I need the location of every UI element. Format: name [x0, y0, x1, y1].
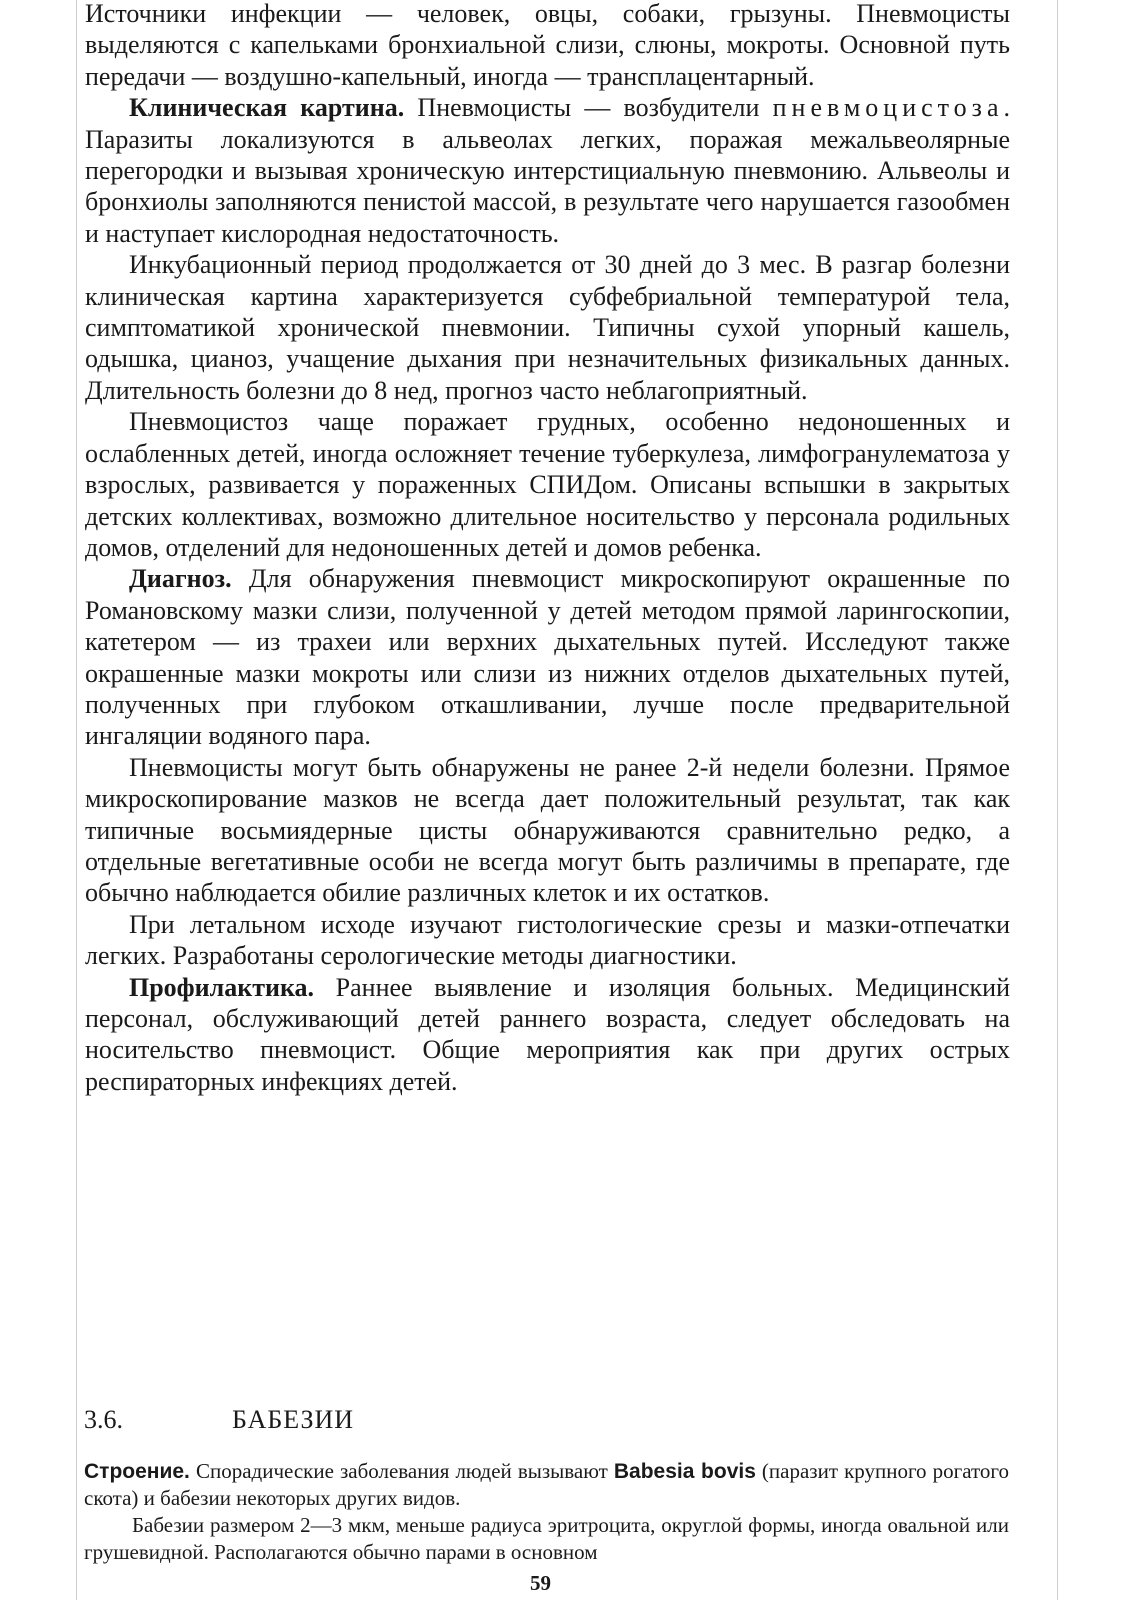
heading-diagnosis: Диагноз.	[129, 564, 232, 594]
paragraph-text: При летальном исходе изучают гистологические срезы и мазки-отпечатки легких. Разработаны серологические методы диагностики.	[85, 909, 1010, 971]
paragraph-text: . Паразиты локализуются в альвеолах легких, поражая межальвеолярные перегородки и вызывая хроническую интерстициальную пневмонию. Альвеолы и бронхиолы заполняются пенистой массой, в результате чего нарушается газообмен и наступает кислородная недостаточность.	[85, 93, 1010, 248]
section-heading	[84, 1400, 1009, 1440]
paragraph-text: Бабезии размером 2—3 мкм, меньше радиуса эритроцита, округлой формы, иногда овальной или грушевидной. Располагаются обычно парами в основном	[84, 1513, 1009, 1564]
paragraph-incubation	[85, 249, 1010, 406]
paragraph-text: (паразит крупного рогатого скота) и бабезии некоторых других видов.	[84, 1459, 1009, 1510]
paragraph-text: Раннее выявление и изоляция больных. Медицинский персонал, обслуживающий детей раннего возраста, следует обследовать на носительство пневмоцист. Общие мероприятия как при других острых респираторных инфекциях детей.	[85, 972, 1010, 1096]
species-name: Babesia bovis	[613, 1460, 756, 1483]
heading-prevention: Профилактика.	[129, 972, 315, 1002]
paragraph-text: Инкубационный период продолжается от 30 дней до 3 мес. В разгар болезни клиническая картина характеризуется субфебриальной температурой тела, симптоматикой хронической пневмонии. Типичны сухой упорный кашель, одышка, цианоз, учащение дыхания при незначительных физикальных данных. Длительность болезни до 8 нед, прогноз часто неблагоприятный.	[85, 250, 1010, 405]
paragraph-text: Пневмоцисты — возбудители	[404, 93, 773, 123]
section-title: БАБЕЗИИ	[232, 1405, 355, 1434]
paragraph-text: Для обнаружения пневмоцист микроскопируют окрашенные по Романовскому мазки слизи, полученной у детей методом прямой ларингоскопии, катетером — из трахеи или верхних дыхательных путей. Исследуют также окрашенные мазки мокроты или слизи из нижних отделов дыхательных путей, полученных при глубоком откашливании, лучше после предварительной ингаляции водяного пара.	[85, 564, 1010, 751]
paragraph-size	[84, 1512, 1009, 1566]
paragraph-affected	[85, 406, 1010, 563]
paragraph-text: Спорадические заболевания людей вызывают	[189, 1459, 614, 1483]
main-text	[85, 0, 1010, 1097]
paragraph-structure	[84, 1458, 1009, 1512]
heading-clinical: Клиническая картина.	[129, 93, 405, 123]
paragraph-clinical	[85, 92, 1010, 249]
small-text-block	[84, 1458, 1009, 1566]
term-pneumocystosis: пневмоцистоза	[772, 93, 1004, 123]
paragraph-text: Пневмоцисты могут быть обнаружены не ранее 2-й недели болезни. Прямое микроскопирование мазков не всегда дает положительный результат, так как типичные восьмиядерные цисты обнаруживаются сравнительно редко, а отдельные вегетативные особи не всегда могут быть различимы в препарате, где обычно наблюдается обилие различных клеток и их остатков.	[85, 752, 1010, 908]
paragraph-detection	[85, 752, 1010, 909]
paragraph-text: Пневмоцистоз чаще поражает грудных, особенно недоношенных и ослабленных детей, иногда осложняет течение туберкулеза, лимфогранулематоза у взрослых, развивается у пораженных СПИДом. Описаны вспышки в закрытых детских коллективах, возможно длительное носительство у персонала родильных домов, отделений для недоношенных детей и домов ребенка.	[85, 407, 1010, 562]
paragraph-text: Источники инфекции — человек, овцы, собаки, грызуны. Пневмоцисты выделяются с капельками бронхиальной слизи, слюны, мокроты. Основной путь передачи — воздушно-капельный, иногда — трансплацентарный.	[85, 0, 1010, 91]
paragraph-diagnosis	[85, 563, 1010, 751]
section-number: 3.6.	[84, 1405, 123, 1434]
paragraph-prevention	[85, 972, 1010, 1098]
page-number: 59	[530, 1571, 551, 1595]
paragraph-sources	[85, 0, 1010, 92]
heading-structure: Строение.	[84, 1460, 190, 1483]
paragraph-lethal	[85, 909, 1010, 972]
